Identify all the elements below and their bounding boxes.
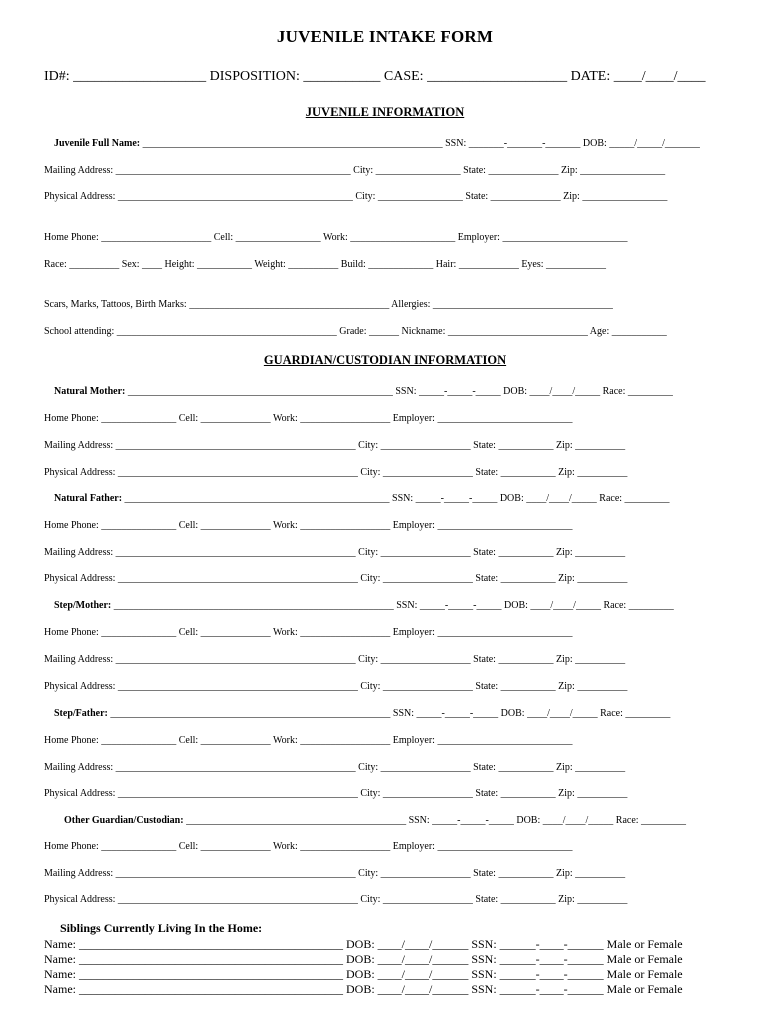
guardian-name-row[interactable] xyxy=(54,492,744,506)
guardian-mailing-row[interactable]: Mailing Address: ________________________________________________ City: __________________ State: ___________ Zip: __________ xyxy=(44,762,626,773)
section-juvenile-heading: JUVENILE INFORMATION xyxy=(305,105,465,119)
guardian-label: Other Guardian/Custodian: xyxy=(64,815,184,826)
guardian-phone-row[interactable]: Home Phone: _______________ Cell: ______________ Work: __________________ Employer: ___________________________ xyxy=(44,413,573,424)
sibling-row[interactable]: Name: ____________________________________________ DOB: ____/____/______ SSN: ______-____-______ Male or Female xyxy=(44,937,683,951)
guardian-physical-row[interactable]: Physical Address: ________________________________________________ City: __________________ State: ___________ Zip: __________ xyxy=(44,894,628,905)
guardian-name-fields[interactable]: ________________________________________________________ SSN: _____-_____-_____ DOB: ____/____/_____ Race: _________ xyxy=(111,600,674,611)
guardian-name-row[interactable] xyxy=(54,707,744,721)
siblings-heading: Siblings Currently Living In the Home: xyxy=(60,921,263,935)
sibling-row[interactable]: Name: ____________________________________________ DOB: ____/____/______ SSN: ______-____-______ Male or Female xyxy=(44,967,683,981)
form-title: JUVENILE INTAKE FORM xyxy=(276,27,494,46)
header-fields[interactable]: ID#: ___________________ DISPOSITION: ___________ CASE: ____________________ DATE: ____/____/____ xyxy=(44,69,706,84)
guardian-label: Natural Father: xyxy=(54,493,123,504)
juvenile-physical-row[interactable]: Physical Address: _______________________________________________ City: _________________ State: ______________ Zip: _________________ xyxy=(44,191,668,202)
guardian-mailing-row[interactable]: Mailing Address: ________________________________________________ City: __________________ State: ___________ Zip: __________ xyxy=(44,654,626,665)
juvenile-mailing-row[interactable]: Mailing Address: _______________________________________________ City: _________________ State: ______________ Zip: _________________ xyxy=(44,165,666,176)
guardian-phone-row[interactable]: Home Phone: _______________ Cell: ______________ Work: __________________ Employer: ___________________________ xyxy=(44,841,573,852)
guardian-mailing-row[interactable]: Mailing Address: ________________________________________________ City: __________________ State: ___________ Zip: __________ xyxy=(44,547,626,558)
section-guardian-heading: GUARDIAN/CUSTODIAN INFORMATION xyxy=(263,353,507,367)
guardian-mailing-row[interactable]: Mailing Address: ________________________________________________ City: __________________ State: ___________ Zip: __________ xyxy=(44,868,626,879)
juvenile-name-fields[interactable]: ____________________________________________________________ SSN: _______-_______-_______ DOB: _____/_____/_______ xyxy=(140,138,700,149)
juvenile-phone-row[interactable]: Home Phone: ______________________ Cell: _________________ Work: _____________________ Employer: _________________________ xyxy=(44,232,628,243)
guardian-label: Step/Father: xyxy=(54,708,108,719)
guardian-name-row[interactable] xyxy=(64,814,754,828)
guardian-physical-row[interactable]: Physical Address: ________________________________________________ City: __________________ State: ___________ Zip: __________ xyxy=(44,467,628,478)
guardian-physical-row[interactable]: Physical Address: ________________________________________________ City: __________________ State: ___________ Zip: __________ xyxy=(44,788,628,799)
sibling-row[interactable]: Name: ____________________________________________ DOB: ____/____/______ SSN: ______-____-______ Male or Female xyxy=(44,952,683,966)
guardian-physical-row[interactable]: Physical Address: ________________________________________________ City: __________________ State: ___________ Zip: __________ xyxy=(44,681,628,692)
sibling-row[interactable]: Name: ____________________________________________ DOB: ____/____/______ SSN: ______-____-______ Male or Female xyxy=(44,982,683,996)
guardian-name-fields[interactable]: _____________________________________________________ SSN: _____-_____-_____ DOB: ____/____/_____ Race: _________ xyxy=(122,493,670,504)
juvenile-name-label: Juvenile Full Name: xyxy=(54,138,141,149)
juvenile-name-row[interactable] xyxy=(54,137,744,151)
guardian-phone-row[interactable]: Home Phone: _______________ Cell: ______________ Work: __________________ Employer: ___________________________ xyxy=(44,627,573,638)
juvenile-description-row[interactable]: Race: __________ Sex: ____ Height: ___________ Weight: __________ Build: _____________ Hair: ____________ Eyes: ____________ xyxy=(44,259,607,270)
guardian-label: Step/Mother: xyxy=(54,600,112,611)
guardian-mailing-row[interactable]: Mailing Address: ________________________________________________ City: __________________ State: ___________ Zip: __________ xyxy=(44,440,626,451)
juvenile-marks-row[interactable]: Scars, Marks, Tattoos, Birth Marks: ________________________________________ Allergies: ____________________________________ xyxy=(44,299,613,310)
juvenile-school-row[interactable]: School attending: ____________________________________________ Grade: ______ Nickname: ____________________________ Age: ___________ xyxy=(44,326,667,337)
guardian-name-row[interactable] xyxy=(54,599,744,613)
guardian-phone-row[interactable]: Home Phone: _______________ Cell: ______________ Work: __________________ Employer: ___________________________ xyxy=(44,735,573,746)
guardian-name-fields[interactable]: ____________________________________________ SSN: _____-_____-_____ DOB: ____/____/_____ Race: _________ xyxy=(183,815,687,826)
guardian-phone-row[interactable]: Home Phone: _______________ Cell: ______________ Work: __________________ Employer: ___________________________ xyxy=(44,520,573,531)
guardian-label: Natural Mother: xyxy=(54,386,126,397)
guardian-physical-row[interactable]: Physical Address: ________________________________________________ City: __________________ State: ___________ Zip: __________ xyxy=(44,573,628,584)
guardian-name-fields[interactable]: ________________________________________________________ SSN: _____-_____-_____ DOB: ____/____/_____ Race: _________ xyxy=(107,708,671,719)
guardian-name-fields[interactable]: _____________________________________________________ SSN: _____-_____-_____ DOB: ____/____/_____ Race: _________ xyxy=(125,386,673,397)
guardian-name-row[interactable] xyxy=(54,385,744,399)
